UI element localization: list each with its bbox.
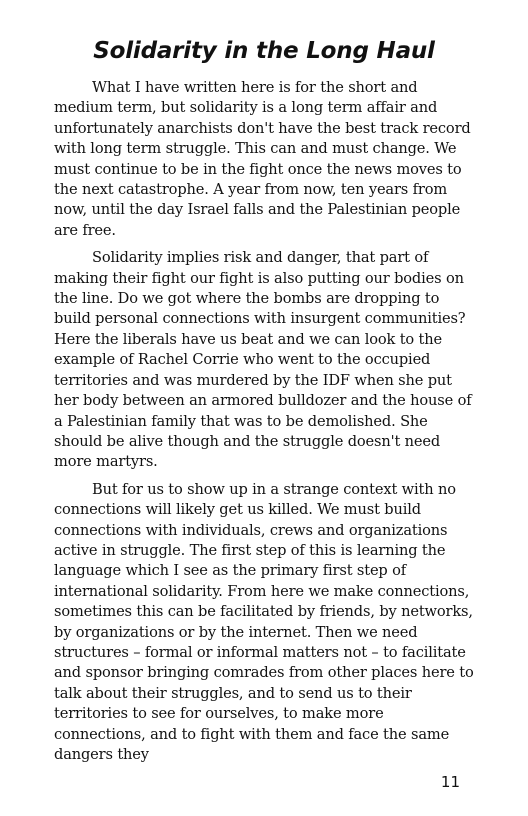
paragraph-2: Solidarity implies risk and danger, that part of making their fight our fight is also putting our bodies on the line. Do we got where the bombs are dropping to build personal connections with insurgent communities? Here the liberals have us beat and we can look to the example of Rachel Corrie who went to the occupied territories and was murdered by the IDF when she put her body between an armored bulldozer and the house of a Palestinian family that was to be demolished. She should be alive though and the struggle doesn't need more martyrs. [54, 249, 472, 471]
paragraph-1: What I have written here is for the short and medium term, but solidarity is a long term affair and unfortunately anarchists don't have the best track record with long term struggle. This can and must change. We must continue to be in the fight once the news moves to the next catastrophe. A year from now, ten years from now, until the day Israel falls and the Palestinian people are free. [54, 79, 471, 239]
paragraph-3: But for us to show up in a strange context with no connections will likely get us killed. We must build connections with individuals, crews and organizations active in struggle. The first step of this is learning the language which I see as the primary first step of international solidarity. From here we make connections, sometimes this can be facilitated by friends, by networks, by organizations or by the internet. Then we need structures – formal or informal matters not – to facilitate and sponsor bringing comrades from other places here to talk about their struggles, and to send us to their territories to see for ourselves, to make more connections, and to fight with them and face the same dangers they [54, 480, 474, 763]
page-title: Solidarity in the Long Haul [93, 38, 435, 64]
body-text [54, 78, 478, 772]
page-number: 11 [440, 773, 460, 791]
